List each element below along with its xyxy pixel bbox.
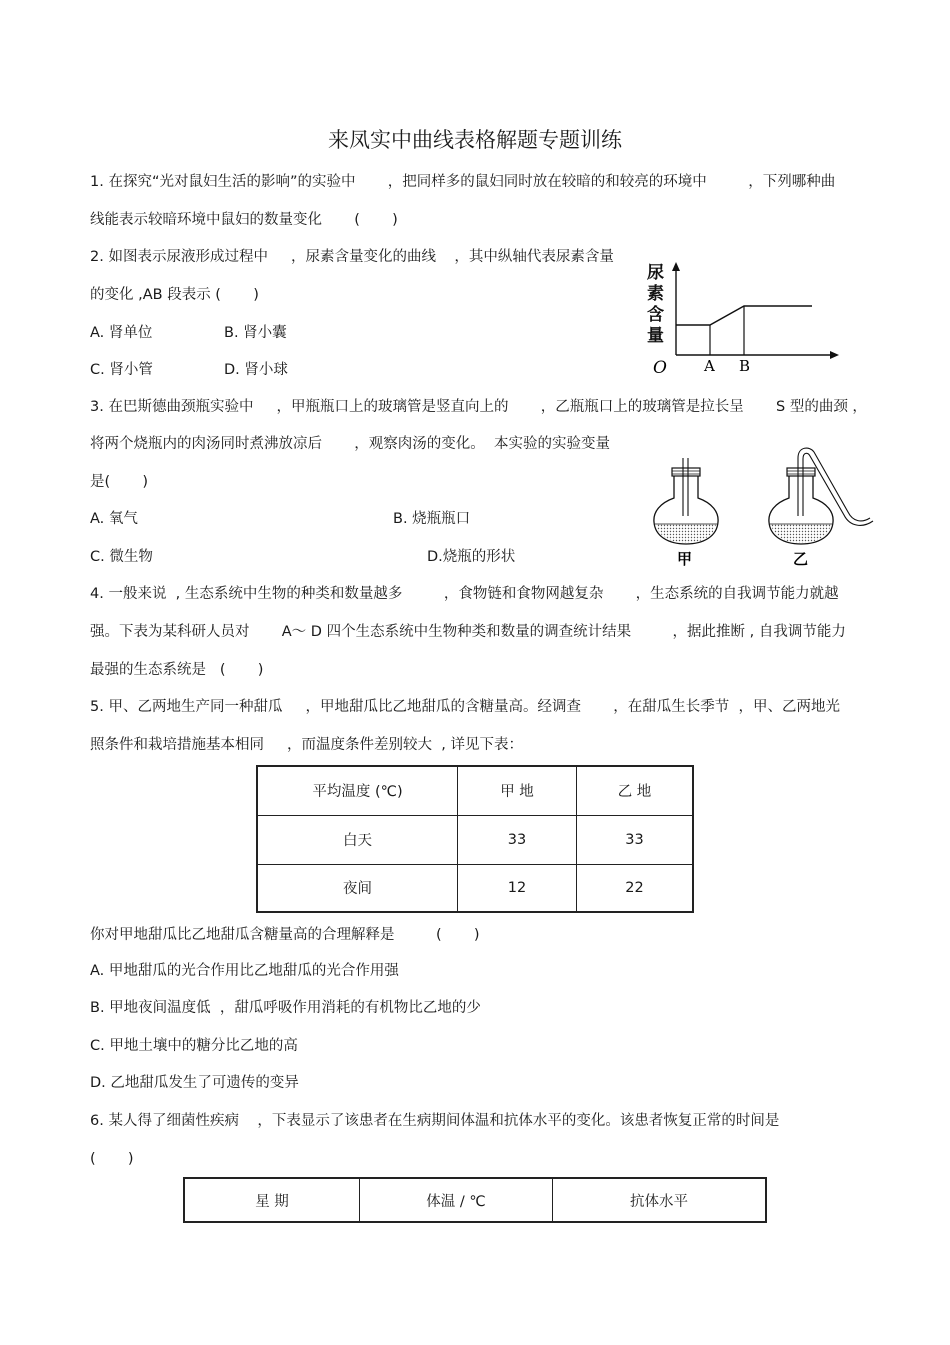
q1-line1: 1. 在探究“光对鼠妇生活的影响”的实验中 ，把同样多的鼠妇同时放在较暗的和较亮的环境中 ，下列哪种曲 bbox=[90, 174, 836, 190]
table-cell: 白天 bbox=[257, 815, 458, 864]
urea-curve-figure bbox=[640, 258, 850, 378]
y-axis-arrow bbox=[672, 262, 680, 271]
flask-experiment-figure bbox=[648, 440, 878, 570]
table-header-cell: 平均温度 (℃) bbox=[257, 766, 458, 815]
table-cell: 33 bbox=[458, 815, 577, 864]
table-header-cell: 抗体水平 bbox=[553, 1178, 767, 1222]
q1-line2: 线能表示较暗环境中鼠妇的数量变化 ( ) bbox=[90, 212, 398, 228]
q3-option-b: B. 烧瓶瓶口 bbox=[393, 511, 471, 527]
q5-line2: 照条件和栽培措施基本相同 ，而温度条件差别较大 , 详见下表： bbox=[90, 737, 523, 753]
q3-line1: 3. 在巴斯德曲颈瓶实验中 ，甲瓶瓶口上的玻璃管是竖直向上的 ，乙瓶瓶口上的玻璃管是拉长呈 S 型的曲颈 ， bbox=[90, 399, 867, 415]
q5-line3: 你对甲地甜瓜比乙地甜瓜含糖量高的合理解释是 ( ) bbox=[90, 927, 480, 943]
point-a-label: A bbox=[704, 357, 715, 375]
q3-line3: 是( ) bbox=[90, 474, 149, 490]
table-cell: 33 bbox=[577, 815, 694, 864]
q5-option-a: A. 甲地甜瓜的光合作用比乙地甜瓜的光合作用强 bbox=[90, 963, 399, 979]
table-header-cell: 星 期 bbox=[184, 1178, 360, 1222]
flask-yi-label: 乙 bbox=[793, 550, 809, 568]
q2-option-c: C. 肾小管 bbox=[90, 362, 153, 378]
q4-line1: 4. 一般来说 , 生态系统中生物的种类和数量越多 ，食物链和食物网越复杂 ，生态系统的自我调节能力就越 bbox=[90, 586, 839, 602]
ylabel-char-2: 素 bbox=[647, 284, 664, 304]
q5-option-b: B. 甲地夜间温度低 ，甜瓜呼吸作用消耗的有机物比乙地的少 bbox=[90, 1000, 481, 1016]
q6-line2: ( ) bbox=[90, 1151, 134, 1167]
origin-label: O bbox=[653, 358, 667, 378]
q2-line1: 2. 如图表示尿液形成过程中 ，尿素含量变化的曲线 ，其中纵轴代表尿素含量 bbox=[90, 249, 614, 265]
table-cell: 夜间 bbox=[257, 864, 458, 912]
q3-option-c: C. 微生物 bbox=[90, 549, 153, 565]
q4-line2: 强。下表为某科研人员对 A～ D 四个生态系统中生物种类和数量的调查统计结果 ，据此推断 , 自我调节能力 bbox=[90, 624, 846, 640]
ylabel-char-3: 含 bbox=[647, 305, 664, 325]
table-cell: 12 bbox=[458, 864, 577, 912]
table-header-cell: 体温 / ℃ bbox=[360, 1178, 553, 1222]
x-axis-arrow bbox=[830, 351, 839, 359]
point-b-label: B bbox=[739, 357, 751, 375]
q5-option-d: D. 乙地甜瓜发生了可遗传的变异 bbox=[90, 1075, 299, 1091]
flask-jia bbox=[654, 458, 718, 544]
table-row bbox=[257, 864, 693, 912]
q2-line2: 的变化 ,AB 段表示 ( ) bbox=[90, 287, 259, 303]
q5-line1: 5. 甲、乙两地生产同一种甜瓜 ，甲地甜瓜比乙地甜瓜的含糖量高。经调查 ，在甜瓜生长季节 ，甲、乙两地光 bbox=[90, 699, 840, 715]
q6-line1: 6. 某人得了细菌性疾病 ，下表显示了该患者在生病期间体温和抗体水平的变化。该患者恢复正常的时间是 bbox=[90, 1113, 780, 1129]
table-header-cell: 甲 地 bbox=[458, 766, 577, 815]
q3-line2: 将两个烧瓶内的肉汤同时煮沸放凉后 ，观察肉汤的变化。 本实验的实验变量 bbox=[90, 436, 610, 452]
ylabel-char-1: 尿 bbox=[647, 263, 664, 283]
flask-yi bbox=[769, 448, 873, 544]
temperature-table bbox=[256, 765, 694, 913]
q2-option-b: B. 肾小囊 bbox=[224, 325, 287, 341]
table-cell: 22 bbox=[577, 864, 694, 912]
q3-option-d: D.烧瓶的形状 bbox=[427, 549, 516, 565]
q2-option-a: A. 肾单位 bbox=[90, 325, 153, 341]
page-title: 来凤实中曲线表格解题专题训练 bbox=[328, 128, 622, 152]
q5-option-c: C. 甲地土壤中的糖分比乙地的高 bbox=[90, 1038, 298, 1054]
urea-ylabel bbox=[647, 263, 664, 346]
ylabel-char-4: 量 bbox=[647, 326, 664, 346]
antibody-table bbox=[183, 1177, 767, 1223]
table-row bbox=[257, 815, 693, 864]
q2-option-d: D. 肾小球 bbox=[224, 362, 288, 378]
table-header-cell: 乙 地 bbox=[577, 766, 694, 815]
q4-line3: 最强的生态系统是 ( ) bbox=[90, 662, 264, 678]
q3-option-a: A. 氧气 bbox=[90, 511, 138, 527]
flask-jia-label: 甲 bbox=[677, 550, 693, 568]
